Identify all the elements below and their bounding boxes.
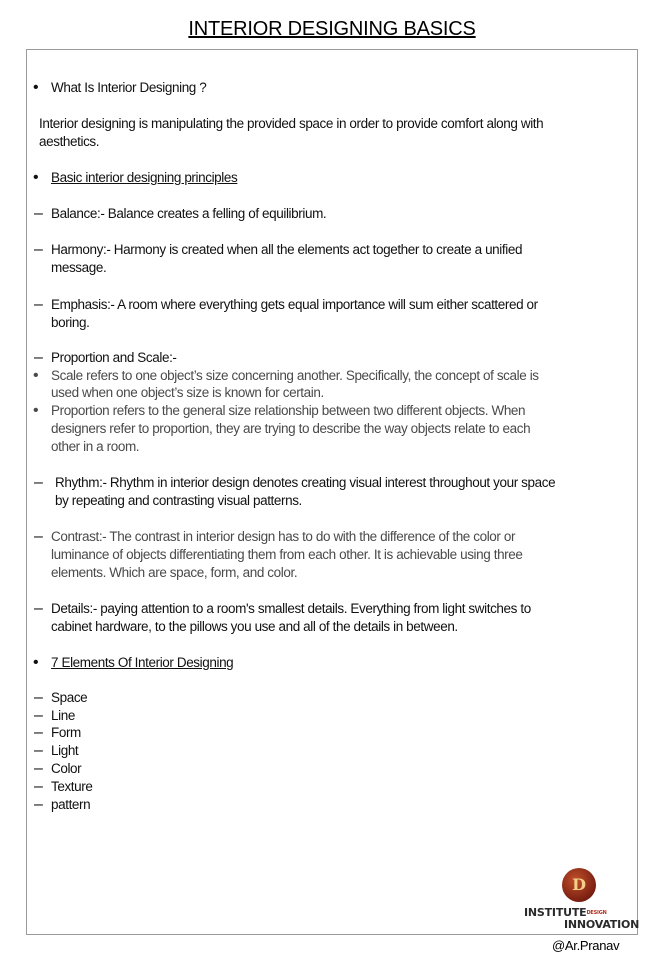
institute-logo [520, 868, 640, 932]
bullet-marker: • [33, 402, 39, 419]
element-item: Space [51, 690, 88, 705]
dash-marker: – [34, 724, 43, 741]
scale-line-1: Scale refers to one object’s size concerning another. Specifically, the concept of scale is [51, 368, 539, 383]
bullet-marker: • [33, 169, 39, 186]
dash-marker: – [34, 760, 43, 777]
dash-marker: – [34, 474, 43, 491]
principle-harmony-line-2: message. [51, 260, 107, 275]
logo-mark-icon: D [562, 868, 596, 902]
dash-marker: – [34, 528, 43, 545]
intro-line-1: Interior designing is manipulating the provided space in order to provide comfort along with [39, 116, 544, 131]
dash-marker: – [34, 742, 43, 759]
principle-emphasis-line-1: Emphasis:- A room where everything gets equal importance will sum either scattered or [51, 297, 538, 312]
dash-marker: – [34, 205, 43, 222]
dash-marker: – [34, 349, 43, 366]
bullet-marker: • [33, 367, 39, 384]
principle-proportion-heading: Proportion and Scale:- [51, 350, 177, 365]
principle-rhythm-line-2: by repeating and contrasting visual patterns. [55, 493, 302, 508]
dash-marker: – [34, 707, 43, 724]
principles-heading: Basic interior designing principles [51, 170, 238, 185]
principle-harmony-line-1: Harmony:- Harmony is created when all the elements act together to create a unified [51, 242, 523, 257]
element-item: Line [51, 708, 75, 723]
author-handle: @Ar.Pranav [552, 938, 620, 953]
principle-emphasis-line-2: boring. [51, 315, 90, 330]
dash-marker: – [34, 241, 43, 258]
dash-marker: – [34, 778, 43, 795]
element-item: Form [51, 725, 81, 740]
element-item: Color [51, 761, 82, 776]
dash-marker: – [34, 689, 43, 706]
intro-line-2: aesthetics. [39, 134, 100, 149]
proportion-line-2: designers refer to proportion, they are trying to describe the way objects relate to each [51, 421, 531, 436]
principle-details-line-2: cabinet hardware, to the pillows you use and all of the details in between. [51, 619, 458, 634]
principle-balance: Balance:- Balance creates a felling of equilibrium. [51, 206, 327, 221]
dash-marker: – [34, 796, 43, 813]
bullet-marker: • [33, 79, 39, 96]
page-title: INTERIOR DESIGNING BASICS [188, 18, 476, 40]
logo-text-innovation: INNOVATION [564, 918, 640, 931]
principle-details-line-1: Details:- paying attention to a room's smallest details. Everything from light switches to [51, 601, 531, 616]
principle-contrast-line-3: elements. Which are space, form, and color. [51, 565, 298, 580]
bullet-marker: • [33, 654, 39, 671]
proportion-line-1: Proportion refers to the general size relationship between two different objects. When [51, 403, 526, 418]
element-item: Light [51, 743, 79, 758]
proportion-line-3: other in a room. [51, 439, 140, 454]
logo-text-design: DESIGN [586, 910, 607, 916]
dash-marker: – [34, 600, 43, 617]
element-item: pattern [51, 797, 91, 812]
scale-line-2: used when one object’s size is known for certain. [51, 385, 324, 400]
principle-contrast-line-2: luminance of objects differentiating them from each other. It is achievable using three [51, 547, 523, 562]
element-item: Texture [51, 779, 93, 794]
principle-rhythm-line-1: Rhythm:- Rhythm in interior design denotes creating visual interest throughout your space [55, 475, 556, 490]
logo-text-institute: INSTITUTE [524, 906, 587, 919]
dash-marker: – [34, 296, 43, 313]
principle-contrast-line-1: Contrast:- The contrast in interior design has to do with the difference of the color or [51, 529, 516, 544]
question-what-is: What Is Interior Designing ? [51, 80, 207, 95]
elements-heading: 7 Elements Of Interior Designing [51, 655, 234, 670]
